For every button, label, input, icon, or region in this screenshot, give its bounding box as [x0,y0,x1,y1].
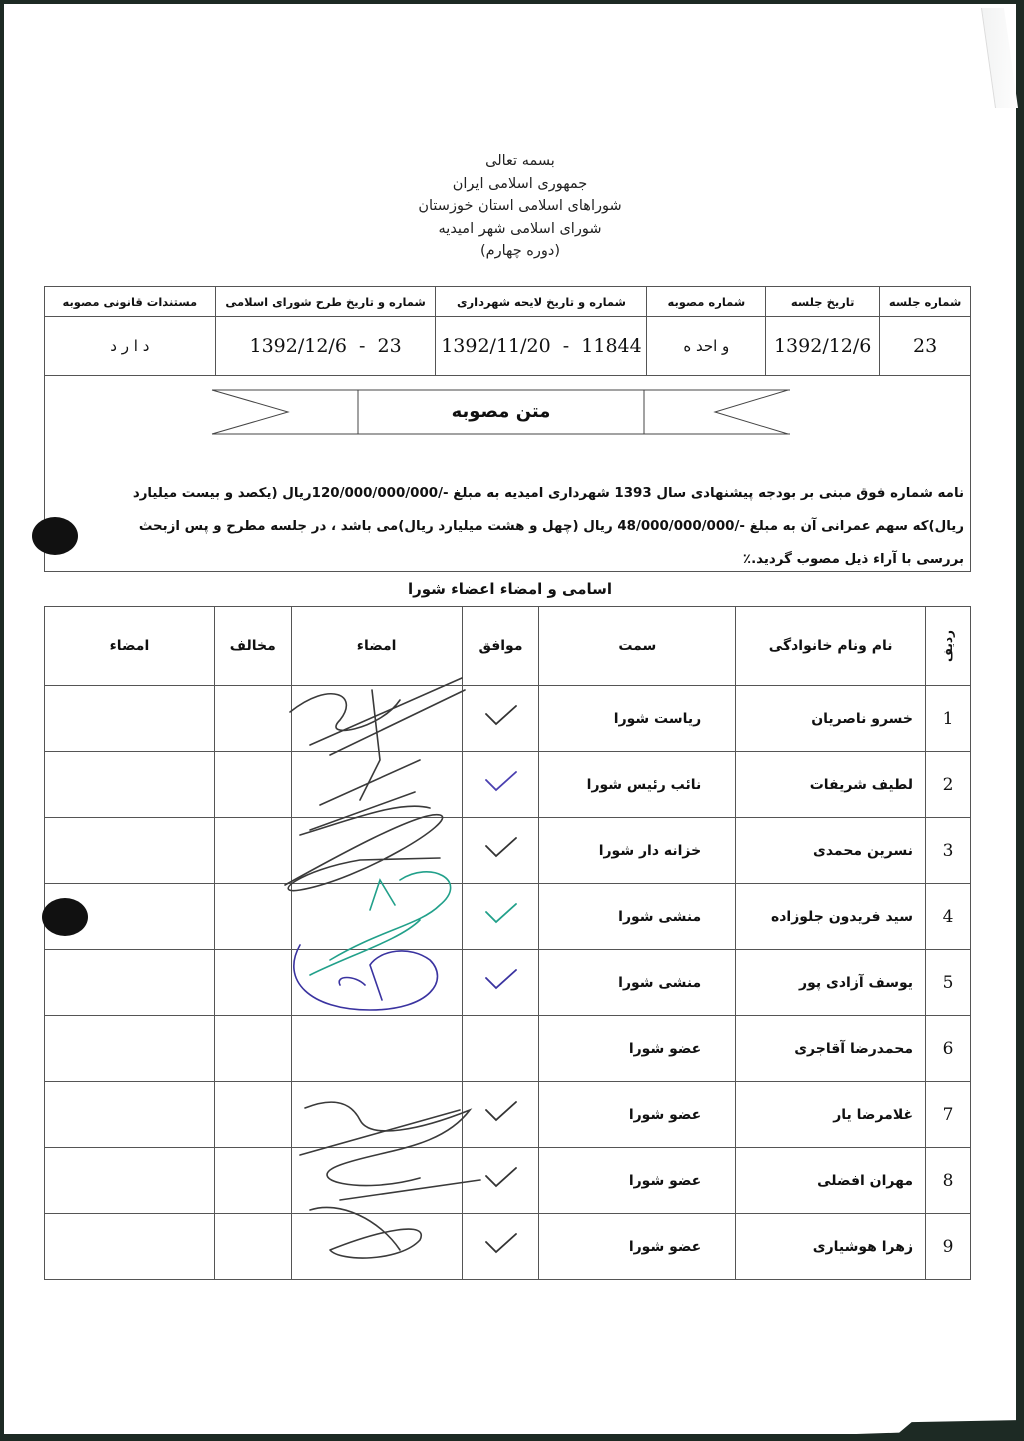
header-row-no [926,607,971,686]
member-row [45,818,971,884]
member-signature-2 [45,1016,215,1082]
resolution-line: ریال)که سهم عمرانی آن به مبلغ -/48/000/000/000 ریال (چهل و هشت میلیارد ریال)می باشد ، در جلسه مطرح و پس ازبحث [138,519,964,534]
member-role: نائب رئیس شورا [539,752,736,818]
bill-no-date [436,317,647,376]
member-name: غلامرضا یار [736,1082,926,1148]
members-table [44,606,971,1280]
header-signature-2: امضاء [45,607,215,686]
member-row-number: 8 [926,1148,971,1214]
member-row [45,950,971,1016]
member-name: محمدرضا آقاجری [736,1016,926,1082]
member-disagree [214,1082,291,1148]
member-agree [462,884,539,950]
member-disagree [214,752,291,818]
member-disagree [214,1214,291,1280]
member-agree [462,1082,539,1148]
member-agree [462,1016,539,1082]
member-signature [291,950,462,1016]
punch-hole [42,898,88,936]
member-role: عضو شورا [539,1016,736,1082]
punch-hole [32,517,78,555]
header-row-no-label: ردیف [941,630,956,662]
resolution-line: بررسی با آراء ذیل مصوب گردید.٪ [742,552,964,567]
member-row-number: 3 [926,818,971,884]
resolution-no: و احد ه [647,317,766,376]
member-signature-2 [45,1214,215,1280]
members-title: اسامی و امضاء اعضاء شورا [407,580,613,598]
member-row-number: 7 [926,1082,971,1148]
header-session-no: شماره جلسه [880,287,971,317]
member-row [45,1082,971,1148]
letterhead [350,150,690,263]
header-legal-docs: مستندات قانونی مصوبه [45,287,216,317]
header-disagree: مخالف [214,607,291,686]
member-row-number: 9 [926,1214,971,1280]
member-row [45,884,971,950]
header-line: بسمه تعالی [485,153,555,169]
member-row [45,1016,971,1082]
member-signature-2 [45,686,215,752]
member-signature-2 [45,1082,215,1148]
member-role: خزانه دار شورا [539,818,736,884]
member-disagree [214,950,291,1016]
checkmark-icon [480,768,520,798]
member-signature-2 [45,950,215,1016]
member-disagree [214,1016,291,1082]
member-signature [291,1148,462,1214]
checkmark-icon [480,900,520,930]
checkmark-icon [480,966,520,996]
member-row-number: 1 [926,686,971,752]
member-row [45,752,971,818]
member-name: نسرین محمدی [736,818,926,884]
member-signature [291,1016,462,1082]
member-name: لطیف شریفات [736,752,926,818]
member-name: یوسف آزادی پور [736,950,926,1016]
resolution-banner [210,388,790,436]
member-name: مهران افضلی [736,1148,926,1214]
member-role: منشی شورا [539,884,736,950]
legal-docs: د ا ر د [45,317,216,376]
member-signature [291,884,462,950]
member-row-number: 6 [926,1016,971,1082]
plan-no-date-value: 1392/12/6 - 23 [249,335,402,357]
checkmark-icon [480,834,520,864]
member-signature-2 [45,752,215,818]
checkmark-icon [480,1230,520,1260]
member-role: منشی شورا [539,950,736,1016]
resolution-title: متن مصوبه [451,401,551,422]
member-signature [291,752,462,818]
checkmark-icon [480,702,520,732]
session-info-table [44,286,971,376]
member-name: سید فریدون جلوزاده [736,884,926,950]
header-resolution-no: شماره مصوبه [647,287,766,317]
session-no: 23 [880,317,971,376]
session-date: 1392/12/6 [766,317,880,376]
member-row-number: 2 [926,752,971,818]
member-row-number: 5 [926,950,971,1016]
resolution-line: نامه شماره فوق مبنی بر بودجه پیشنهادی سال 1393 شهرداری امیدیه به مبلغ -/120/000/000/000ریال (یکصد و بیست میلیارد [132,486,964,501]
member-agree [462,752,539,818]
header-line: جمهوری اسلامی ایران [452,175,588,192]
header-line: شوراهای اسلامی استان خوزستان [418,198,622,214]
resolution-text [52,477,964,576]
member-row [45,1214,971,1280]
header-line: شورای اسلامی شهر امیدیه [438,220,602,237]
member-row-number: 4 [926,884,971,950]
member-role: عضو شورا [539,1082,736,1148]
member-signature [291,1082,462,1148]
header-bill-no-date: شماره و تاریخ لایحه شهرداری [436,287,647,317]
plan-no-date [215,317,436,376]
member-agree [462,1214,539,1280]
header-plan-no-date: شماره و تاریخ طرح شورای اسلامی [215,287,436,317]
header-name: نام ونام خانوادگی [736,607,926,686]
member-signature-2 [45,1148,215,1214]
checkmark-icon [480,1098,520,1128]
member-signature [291,818,462,884]
member-signature [291,686,462,752]
member-signature-2 [45,818,215,884]
member-disagree [214,686,291,752]
member-role: عضو شورا [539,1214,736,1280]
header-signature: امضاء [291,607,462,686]
member-agree [462,686,539,752]
member-disagree [214,884,291,950]
member-name: زهرا هوشیاری [736,1214,926,1280]
member-name: خسرو ناصریان [736,686,926,752]
member-agree [462,818,539,884]
member-row [45,1148,971,1214]
member-disagree [214,1148,291,1214]
header-role: سمت [539,607,736,686]
member-disagree [214,818,291,884]
header-agree: موافق [462,607,539,686]
member-role: عضو شورا [539,1148,736,1214]
member-agree [462,950,539,1016]
checkmark-icon [480,1164,520,1194]
member-row [45,686,971,752]
header-line: (دوره چهارم) [479,243,561,259]
member-role: ریاست شورا [539,686,736,752]
member-signature [291,1214,462,1280]
bill-no-date-value: 1392/11/20 - 11844 [441,335,642,357]
header-session-date: تاریخ جلسه [766,287,880,317]
member-agree [462,1148,539,1214]
